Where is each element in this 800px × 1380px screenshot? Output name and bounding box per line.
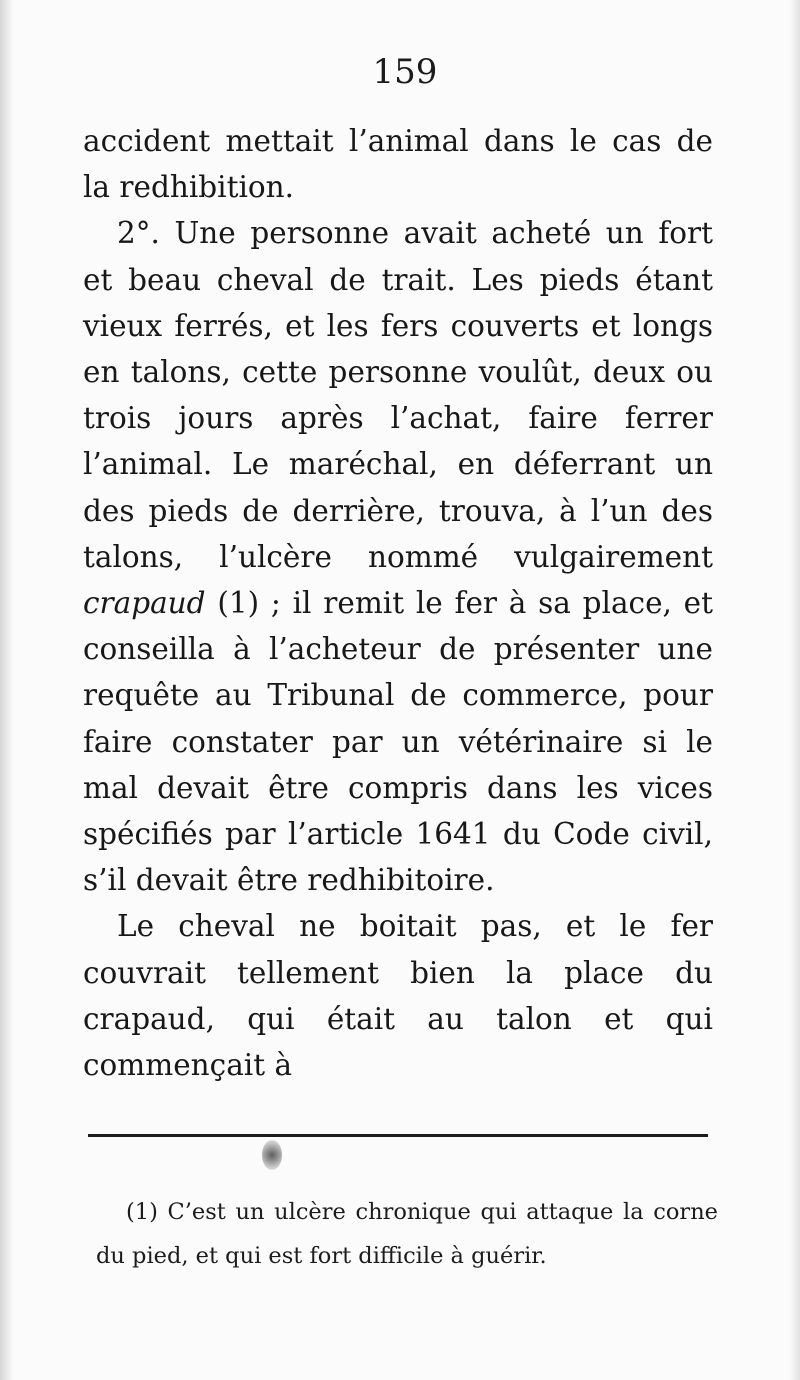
paragraph-2-text-start: 2°. Une personne avait acheté un fort et beau cheval de trait. Les pieds étant vieux ferrés, et les fers couverts et longs en talons, cette personne voulût, deux ou trois jours après l’achat, faire ferrer l’animal. Le maréchal, en déferrant un des pieds de derrière, trouva, à l’un des talons, l’ulcère nommé vulgairement [83, 216, 713, 574]
main-text [83, 118, 713, 1088]
footnote-separator-rule [88, 1134, 708, 1137]
footnote-text: (1) C’est un ulcère chronique qui attaque la corne du pied, et qui est fort difficile à guérir. [96, 1199, 718, 1269]
ink-smudge [262, 1140, 282, 1170]
paragraph-2 [83, 210, 713, 903]
paragraph-3: Le cheval ne boitait pas, et le fer couvrait tellement bien la place du crapaud, qui était au talon et qui commençait à [83, 909, 713, 1083]
footnote [96, 1190, 718, 1278]
paragraph-2-text-end: (1) ; il remit le fer à sa place, et conseilla à l’acheteur de présenter une requête au Tribunal de commerce, pour faire constater par un vétérinaire si le mal devait être compris dans les vices spécifiés par l’article 1641 du Code civil, s’il devait être redhibitoire. [83, 586, 713, 898]
page-left-edge-shadow [0, 0, 12, 1380]
page-number: 159 [372, 52, 438, 92]
italic-term-crapaud: crapaud [83, 586, 206, 621]
paragraph-1: accident mettait l’animal dans le cas de la redhibition. [83, 124, 713, 205]
page-right-edge-shadow [790, 0, 800, 1380]
